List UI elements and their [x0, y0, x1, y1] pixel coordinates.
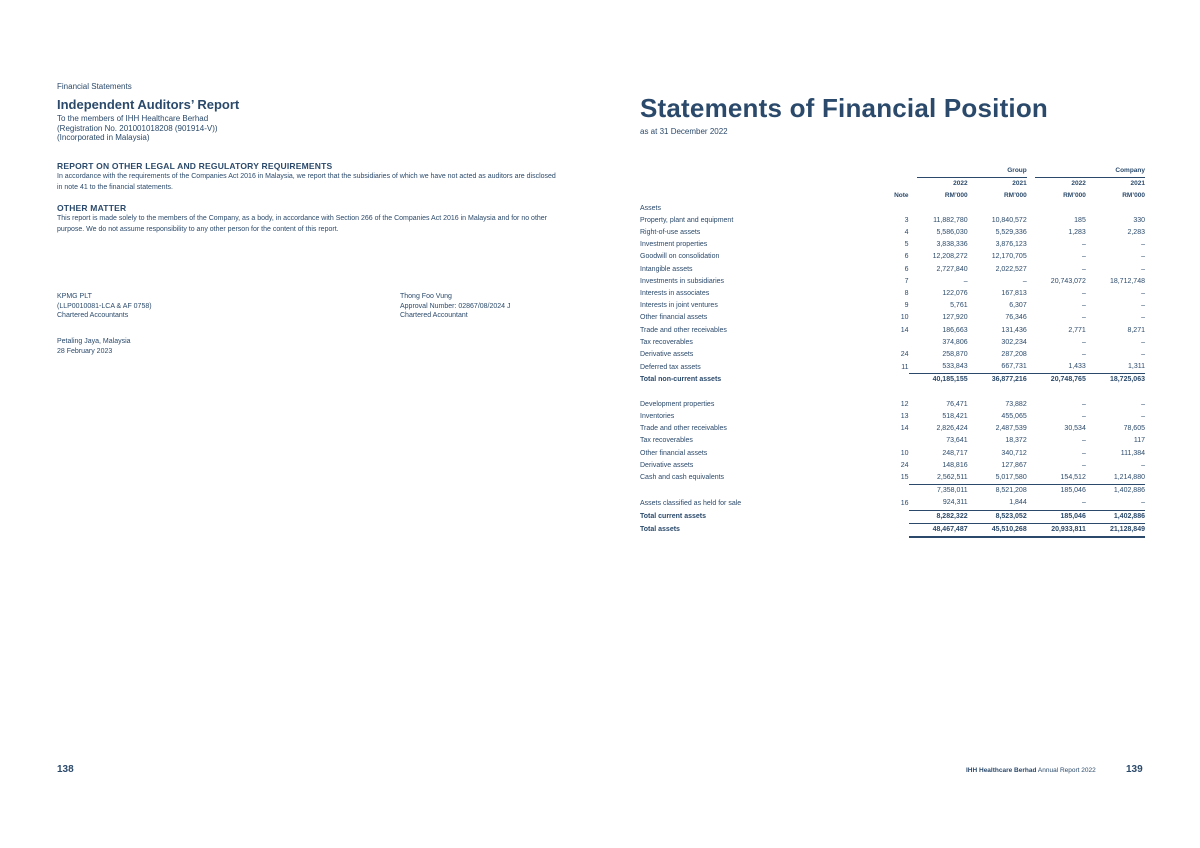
row-value: 30,534 — [1064, 425, 1086, 433]
row-value: 36,877,216 — [968, 374, 1027, 387]
row-note: 11 — [901, 363, 909, 371]
row-value: – — [1081, 351, 1086, 359]
row-label: Total assets — [640, 526, 680, 534]
col-year: 2022 — [953, 180, 968, 188]
col-unit: RM’000 — [944, 192, 968, 200]
row-label: Derivative assets — [640, 461, 694, 469]
table-row — [640, 251, 1145, 263]
row-note: 7 — [904, 277, 909, 285]
table-row — [640, 215, 1145, 227]
subtitle-line: (Incorporated in Malaysia) — [57, 133, 150, 142]
row-label: Total current assets — [640, 512, 707, 520]
table-row — [640, 264, 1145, 276]
row-value: – — [1081, 241, 1086, 249]
table-row — [640, 227, 1145, 239]
row-value: 40,185,155 — [909, 374, 968, 387]
row-note: 12 — [900, 400, 909, 408]
row-value: – — [1022, 277, 1027, 285]
row-value: 8,282,322 — [909, 510, 968, 523]
row-note: 24 — [900, 351, 909, 359]
row-note: 5 — [904, 241, 909, 249]
row-value: 2,562,511 — [937, 474, 968, 482]
table-row — [640, 276, 1145, 288]
row-label: Deferred tax assets — [640, 363, 701, 371]
table-row — [640, 423, 1145, 435]
row-value: – — [1081, 314, 1086, 322]
row-value: – — [1081, 290, 1086, 298]
row-label: Inventories — [640, 413, 675, 421]
row-value: 3,876,123 — [995, 241, 1027, 249]
page-number-left: 138 — [57, 764, 74, 775]
row-value: 1,844 — [1009, 499, 1027, 507]
row-value: 5,586,030 — [936, 229, 968, 237]
row-value: 2,022,527 — [995, 265, 1027, 273]
footer-brand: IHH Healthcare Berhad — [966, 767, 1037, 774]
table-row — [640, 337, 1145, 349]
row-value: 20,933,811 — [1027, 523, 1086, 537]
company-label: Company — [1035, 165, 1145, 178]
row-value: – — [1141, 413, 1145, 421]
row-value: 2,727,840 — [936, 265, 968, 273]
statement-subtitle: as at 31 December 2022 — [640, 127, 728, 136]
row-label: Investment properties — [640, 241, 708, 249]
row-note: 3 — [904, 216, 909, 224]
report-section — [57, 161, 562, 193]
row-value: 8,523,052 — [968, 510, 1027, 523]
row-value: 186,663 — [942, 326, 968, 334]
row-note: 8 — [904, 290, 909, 298]
held-for-sale-row — [640, 497, 1145, 510]
row-value: – — [1081, 437, 1086, 445]
table-row — [640, 435, 1145, 447]
row-note: 13 — [900, 413, 909, 421]
row-value: 48,467,487 — [909, 523, 968, 537]
table-row — [640, 399, 1145, 411]
row-value: 2,487,539 — [995, 425, 1027, 433]
table-row — [640, 448, 1145, 460]
row-label: Property, plant and equipment — [640, 216, 734, 224]
row-label: Interests in joint ventures — [640, 302, 718, 310]
row-value: 1,433 — [1068, 363, 1086, 371]
row-value: – — [1081, 413, 1086, 421]
col-year: 2022 — [1071, 180, 1086, 188]
auditor-partner-signature — [400, 292, 511, 321]
row-value: – — [1141, 400, 1145, 408]
row-value: – — [1081, 265, 1086, 273]
signature-line: Thong Foo Vung — [400, 293, 452, 300]
row-label: Trade and other receivables — [640, 425, 727, 433]
row-value: – — [1081, 253, 1086, 261]
row-label: Other financial assets — [640, 449, 708, 457]
row-value: 76,471 — [946, 400, 968, 408]
row-value: 1,311 — [1128, 363, 1145, 371]
row-value: 111,384 — [1120, 449, 1145, 457]
row-value: 18,372 — [1005, 437, 1027, 445]
statement-title: Statements of Financial Position — [640, 93, 1049, 123]
row-note: 9 — [904, 302, 909, 310]
row-value: 7,358,011 — [909, 485, 968, 498]
signature-line: Chartered Accountants — [57, 312, 129, 319]
row-value: 330 — [1133, 216, 1145, 224]
row-note: 6 — [904, 253, 909, 261]
row-value: – — [1081, 338, 1086, 346]
row-value: – — [1141, 499, 1145, 507]
row-value: 1,283 — [1068, 229, 1086, 237]
row-value: 76,346 — [1005, 314, 1027, 322]
row-value: 287,208 — [1001, 351, 1027, 359]
row-value: 5,529,336 — [995, 229, 1027, 237]
table-row — [640, 325, 1145, 337]
group-header-row — [640, 165, 1145, 178]
row-value: 5,761 — [950, 302, 968, 310]
page-number-right: 139 — [1126, 764, 1143, 775]
row-value: 45,510,268 — [968, 523, 1027, 537]
signature-line: (LLP0010081-LCA & AF 0758) — [57, 302, 152, 310]
unit-header-row — [640, 190, 1145, 202]
row-label: Assets classified as held for sale — [640, 499, 742, 507]
row-value: 248,717 — [942, 449, 968, 457]
section-paragraph: This report is made solely to the members of the Company, as a body, in accordance with Section 266 of the Companies Act 2016 in Malaysia and for no other purpose. We do not assume responsibility to any other person for the content of this report. — [57, 215, 548, 233]
row-value: 924,311 — [942, 499, 968, 507]
signature-line: Chartered Accountant — [400, 312, 468, 319]
row-value: 1,214,880 — [1113, 474, 1145, 482]
row-value: 12,170,705 — [991, 253, 1027, 261]
row-value: 3,838,336 — [936, 241, 968, 249]
row-value: 18,712,748 — [1109, 277, 1145, 285]
row-note — [860, 435, 908, 447]
table-row — [640, 361, 1145, 374]
row-value: 131,436 — [1001, 326, 1027, 334]
row-value: – — [1141, 461, 1145, 469]
other-matter-section — [57, 203, 562, 235]
table-row — [640, 349, 1145, 361]
report-subtitle — [57, 114, 218, 143]
row-value: 20,743,072 — [1050, 277, 1086, 285]
signature-line: KPMG PLT — [57, 293, 92, 300]
row-value: 340,712 — [1001, 449, 1027, 457]
current-subtotal-row — [640, 485, 1145, 498]
row-note: 24 — [900, 461, 909, 469]
row-label: Intangible assets — [640, 265, 693, 273]
group-label: Group — [917, 165, 1027, 178]
row-value: – — [1141, 351, 1145, 359]
row-value: 154,512 — [1060, 474, 1086, 482]
footer-text: Annual Report 2022 — [1037, 767, 1096, 774]
row-note: 10 — [900, 449, 909, 457]
row-value: 21,128,849 — [1086, 523, 1145, 537]
row-value: 20,748,765 — [1027, 374, 1086, 387]
row-label: Trade and other receivables — [640, 326, 727, 334]
row-value: – — [1081, 400, 1086, 408]
subtitle-line: (Registration No. 201001018208 (901914-V)) — [57, 123, 218, 133]
financial-position-table — [640, 165, 1145, 538]
row-note: 14 — [900, 425, 909, 433]
col-year: 2021 — [1012, 180, 1027, 188]
row-value: – — [1141, 290, 1145, 298]
row-value: – — [1141, 265, 1145, 273]
row-value: 258,870 — [942, 351, 968, 359]
row-value: 2,826,424 — [936, 425, 968, 433]
col-unit: RM’000 — [1122, 192, 1145, 200]
row-value: 8,521,208 — [968, 485, 1027, 498]
table-row — [640, 300, 1145, 312]
row-value: – — [1141, 314, 1145, 322]
row-value: 12,208,272 — [932, 253, 968, 261]
row-label: Goodwill on consolidation — [640, 253, 720, 261]
row-value: 455,065 — [1001, 413, 1027, 421]
row-value: 8,271 — [1127, 326, 1145, 334]
section-label: Financial Statements — [57, 82, 132, 91]
row-note: 10 — [900, 314, 909, 322]
row-value: – — [1081, 302, 1086, 310]
row-note — [860, 337, 908, 349]
row-note: 16 — [900, 499, 909, 507]
row-value: 302,234 — [1001, 338, 1027, 346]
row-label: Total non-current assets — [640, 376, 722, 384]
total-current-row — [640, 510, 1145, 523]
row-value: – — [1081, 449, 1086, 457]
row-value: 167,813 — [1001, 290, 1027, 298]
date: 28 February 2023 — [57, 347, 113, 355]
place: Petaling Jaya, Malaysia — [57, 338, 131, 345]
row-value: 185,046 — [1027, 510, 1086, 523]
row-value: – — [963, 277, 968, 285]
year-header-row — [640, 178, 1145, 190]
row-value: 533,843 — [942, 363, 968, 371]
row-label: Cash and cash equivalents — [640, 474, 725, 482]
row-value: 127,867 — [1001, 461, 1027, 469]
place-date — [57, 337, 131, 356]
row-value: 1,402,886 — [1086, 485, 1145, 498]
row-value: 1,402,886 — [1086, 510, 1145, 523]
row-value: – — [1141, 253, 1145, 261]
subtitle-line: To the members of IHH Healthcare Berhad — [57, 114, 209, 123]
row-value: 148,816 — [942, 461, 968, 469]
row-value: 2,771 — [1068, 326, 1086, 334]
row-value: 18,725,063 — [1086, 374, 1145, 387]
row-value: – — [1081, 461, 1086, 469]
row-value: 185 — [1074, 216, 1086, 224]
row-label: Other financial assets — [640, 314, 708, 322]
table-row — [640, 312, 1145, 324]
row-value: 10,840,572 — [991, 216, 1027, 224]
table-row — [640, 288, 1145, 300]
row-note: 6 — [904, 265, 909, 273]
row-label: Tax recoverables — [640, 437, 693, 445]
row-note: 4 — [904, 229, 909, 237]
row-value: 185,046 — [1027, 485, 1086, 498]
row-label: Development properties — [640, 400, 715, 408]
assets-heading-row — [640, 203, 1145, 215]
page-title: Independent Auditors’ Report — [57, 97, 240, 112]
row-note: 14 — [900, 326, 909, 334]
row-value: 667,731 — [1001, 363, 1027, 371]
col-unit: RM’000 — [1063, 192, 1086, 200]
table-row — [640, 239, 1145, 251]
section-paragraph: In accordance with the requirements of the Companies Act 2016 in Malaysia, we report that the subsidiaries of which we have not acted as auditors are disclosed in note 41 to the financial statements. — [57, 173, 556, 191]
table-row — [640, 460, 1145, 472]
row-label: Interests in associates — [640, 290, 710, 298]
row-value: 5,017,580 — [995, 474, 1027, 482]
row-label: Investments in subsidiaries — [640, 277, 725, 285]
row-value: 122,076 — [942, 290, 968, 298]
col-note: Note — [894, 192, 909, 200]
row-label: Tax recoverables — [640, 338, 693, 346]
row-value: 2,283 — [1127, 229, 1145, 237]
row-value: – — [1141, 302, 1145, 310]
row-value: 117 — [1133, 437, 1145, 445]
section-heading: REPORT ON OTHER LEGAL AND REGULATORY REQUIREMENTS — [57, 161, 333, 171]
footer — [966, 767, 1096, 774]
current-assets — [640, 399, 1145, 485]
row-value: – — [1141, 338, 1145, 346]
total-assets-row — [640, 523, 1145, 537]
total-non-current-row — [640, 374, 1145, 387]
non-current-assets — [640, 215, 1145, 374]
row-label: Right-of-use assets — [640, 229, 701, 237]
row-value: – — [1081, 499, 1086, 507]
row-value: 11,882,780 — [933, 216, 968, 224]
table-row — [640, 411, 1145, 423]
row-note: 15 — [900, 474, 909, 482]
auditor-firm-signature — [57, 292, 152, 321]
row-value: 73,882 — [1005, 400, 1027, 408]
row-value: 127,920 — [942, 314, 968, 322]
row-value: 374,806 — [942, 338, 968, 346]
col-year: 2021 — [1130, 180, 1145, 188]
table-row — [640, 472, 1145, 485]
col-unit: RM’000 — [1003, 192, 1027, 200]
assets-heading: Assets — [640, 204, 662, 212]
section-heading: OTHER MATTER — [57, 203, 127, 213]
row-value: – — [1141, 241, 1145, 249]
row-label: Derivative assets — [640, 351, 694, 359]
signature-line: Approval Number: 02867/08/2024 J — [400, 302, 511, 310]
row-value: 73,641 — [946, 437, 968, 445]
row-value: 6,307 — [1009, 302, 1027, 310]
row-value: 518,421 — [942, 413, 968, 421]
row-value: 78,605 — [1123, 425, 1145, 433]
